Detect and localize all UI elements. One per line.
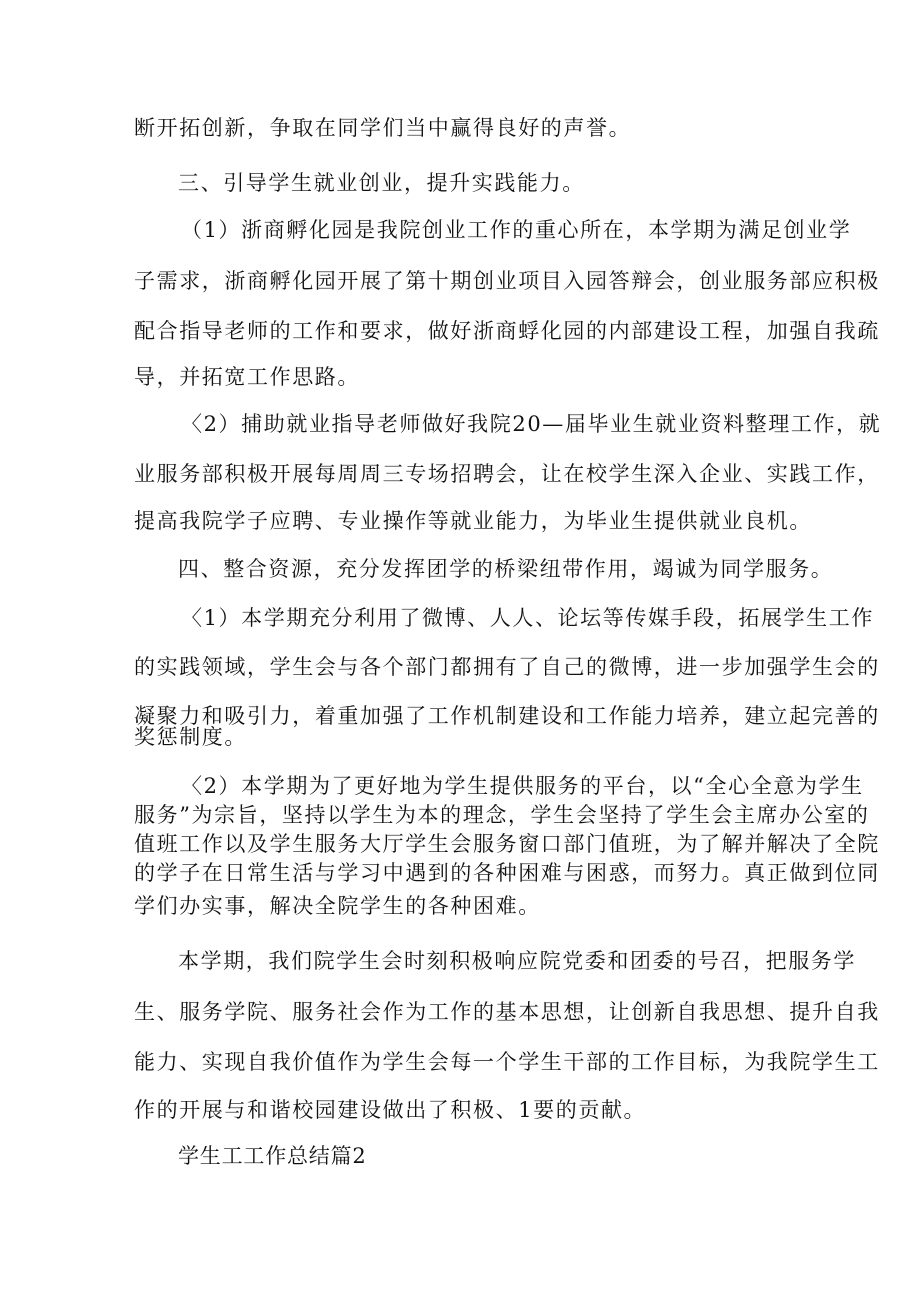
paragraph-line: 的学子在日常生活与学习中遇到的各种困难与困惑，而努力。真正做到位同 — [134, 861, 880, 885]
paragraph-line: 生、服务学院、服务社会作为工作的基本思想，让创新自我思想、提升自我 — [134, 1000, 880, 1024]
paragraph-line: 值班工作以及学生服务大厅学生会服务窗口部门值班，为了解并解决了全院 — [134, 832, 880, 856]
paragraph-line: 凝聚力和吸引力，着重加强了工作机制建设和工作能力培养，建立起完善的 — [134, 704, 880, 728]
paragraph-line: 奖惩制度。 — [134, 725, 247, 749]
paragraph-line: 服务”为宗旨，坚持以学生为本的理念，学生会坚持了学生会主席办公室的 — [134, 803, 870, 827]
paragraph-line: 子需求，浙商孵化园开展了第十期创业项目入园答辩会，创业服务部应积极 — [134, 269, 880, 293]
paragraph-line: 〈2）捕助就业指导老师做好我院20—届毕业生就业资料整理工作，就 — [181, 412, 882, 436]
paragraph-line: 配合指导老师的工作和要求，做好浙商蜉化园的内部建设工程，加强自我疏 — [134, 319, 880, 343]
paragraph-line: 能力、实现自我价值作为学生会每一个学生干部的工作目标，为我院学生工 — [134, 1050, 880, 1074]
paragraph-line: 〈2）本学期为了更好地为学生提供服务的平台，以“全心全意为学生 — [181, 774, 864, 798]
paragraph-line: （1）浙商孵化园是我院创业工作的重心所在，本学期为满足创业学 — [181, 218, 852, 242]
paragraph-line: 的实践领域，学生会与各个部门都拥有了自己的微博，进一步加强学生会的 — [134, 655, 880, 679]
paragraph-line: 导，并拓宽工作思路。 — [134, 365, 360, 389]
paragraph-line: 〈1）本学期充分利用了微博、人人、论坛等传媒手段，拓展学生工作 — [181, 606, 874, 630]
paragraph-line: 提高我院学子应聘、专业操作等就业能力，为毕业生提供就业良机。 — [134, 509, 812, 533]
section-heading-4: 四、整合资源，充分发挥团学的桥梁纽带作用，竭诚为同学服务。 — [178, 557, 834, 581]
paragraph-line: 作的开展与和谐校园建设做出了积极、1要的贡献。 — [134, 1098, 647, 1122]
section-heading-3: 三、引导学生就业创业，提升实践能力。 — [178, 171, 585, 195]
paragraph-line: 学们办实事，解决全院学生的各种困难。 — [134, 894, 541, 918]
paragraph-line: 业服务部积极开展每周周三专场招聘会，让在校学生深入企业、实践工作， — [134, 462, 880, 486]
paragraph-line: 断开拓创新，争取在同学们当中赢得良好的声誉。 — [134, 116, 632, 140]
paragraph-line: 本学期，我们院学生会时刻积极响应院党委和团委的号召，把服务学 — [178, 949, 856, 973]
section-title-2: 学生工工作总结篇2 — [178, 1144, 367, 1168]
